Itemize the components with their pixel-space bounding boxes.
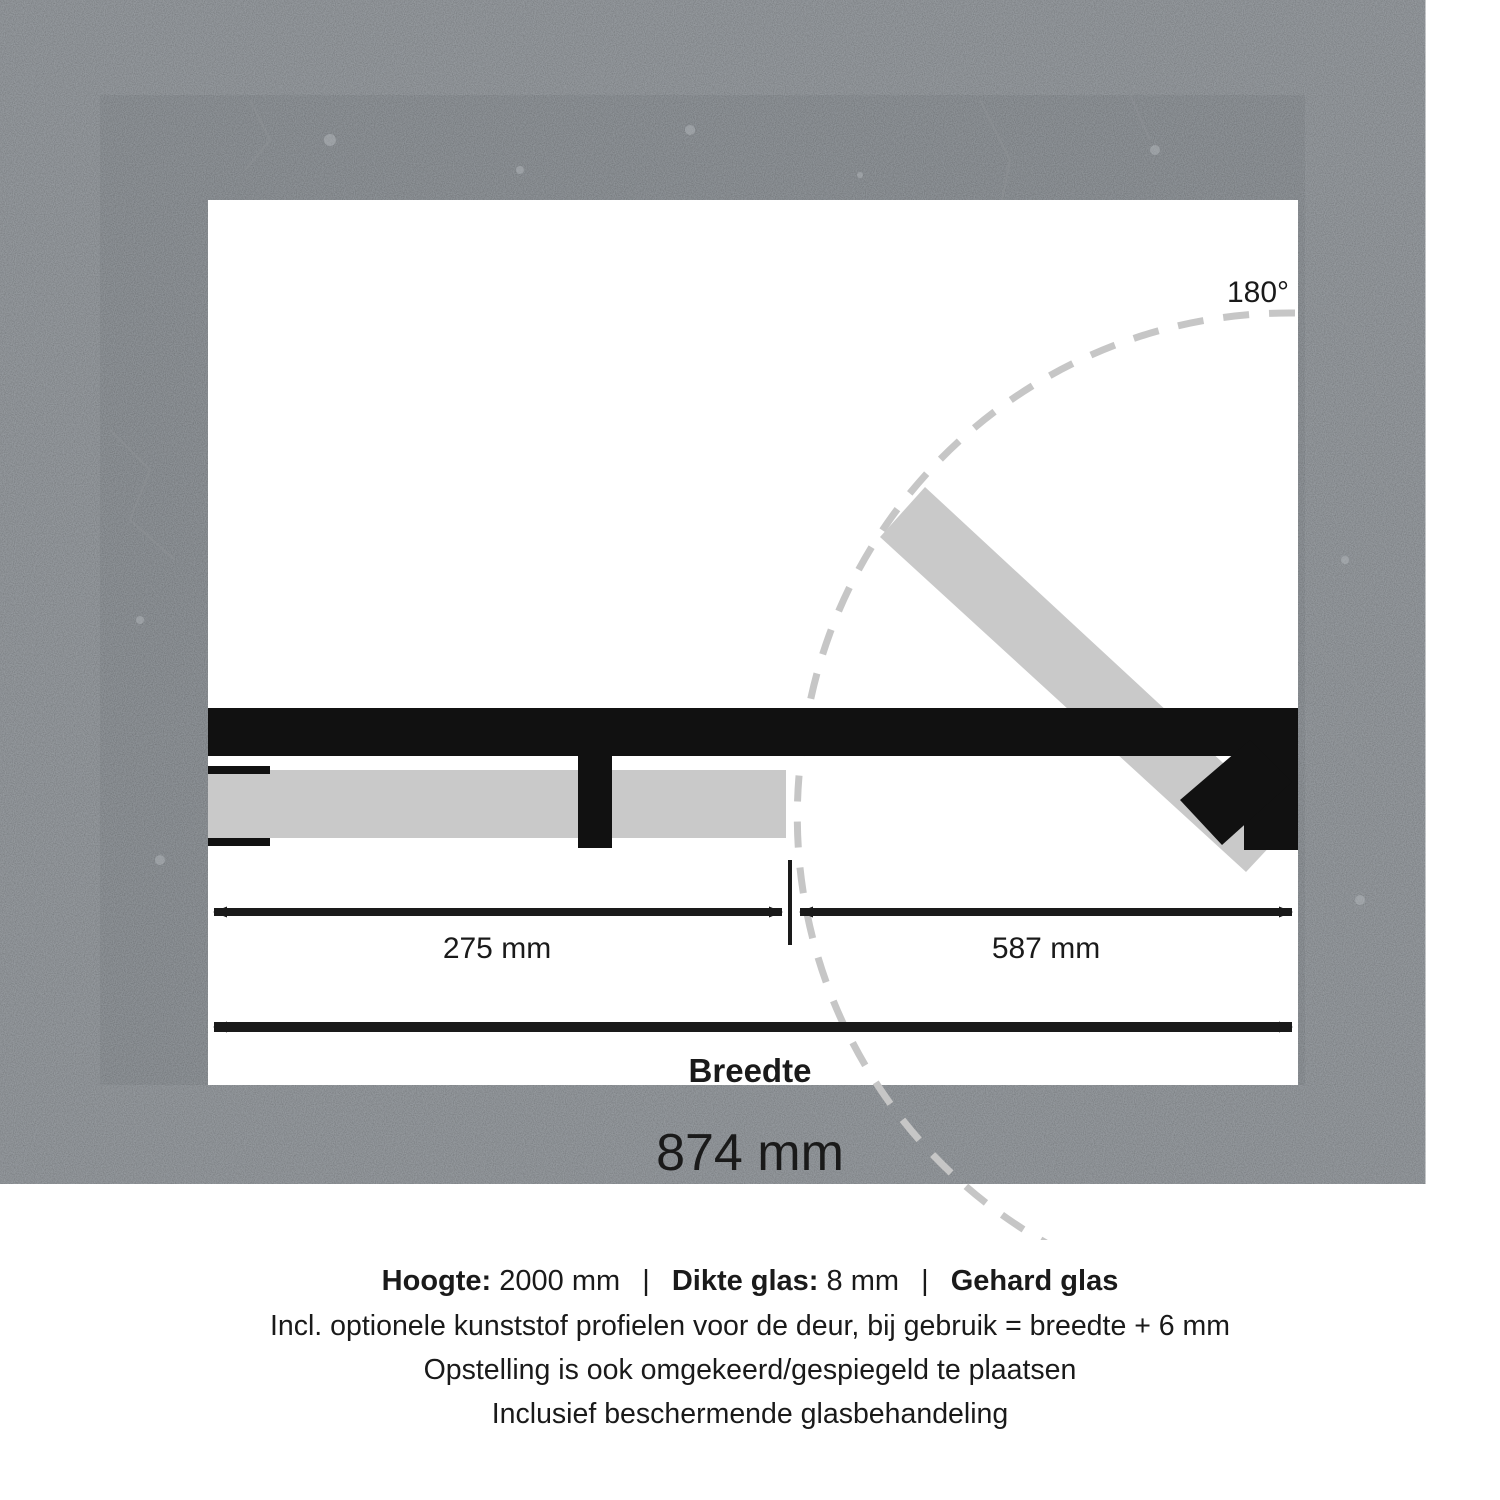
height-label: Hoogte:: [381, 1265, 492, 1297]
spec-note-2: Opstelling is ook omgekeerd/gespiegeld te plaatsen: [423, 1354, 1077, 1386]
spec-block: [0, 1258, 1500, 1436]
spec-note-1: Incl. optionele kunststof profielen voor de deur, bij gebruik = breedte + 6 mm: [269, 1310, 1231, 1342]
spec-separator-1: |: [642, 1265, 650, 1297]
total-width-value: 874 mm: [656, 1124, 844, 1182]
spec-separator-2: |: [921, 1265, 929, 1297]
fixed-glass-panel: [208, 770, 786, 838]
thickness-value: 8 mm: [826, 1265, 900, 1297]
segment-label-right: 587 mm: [991, 932, 1101, 965]
height-value: 2000 mm: [499, 1265, 621, 1297]
segment-label-left: 275 mm: [442, 932, 552, 965]
spec-summary-line: [0, 1258, 1500, 1304]
floor-area: [208, 200, 1298, 1085]
glass-type: Gehard glas: [950, 1265, 1119, 1297]
total-width-label: Breedte: [688, 1052, 812, 1089]
thickness-label: Dikte glas:: [671, 1265, 819, 1297]
angle-label: 180°: [1226, 276, 1290, 309]
spec-note-3: Inclusief beschermende glasbehandeling: [491, 1398, 1009, 1430]
